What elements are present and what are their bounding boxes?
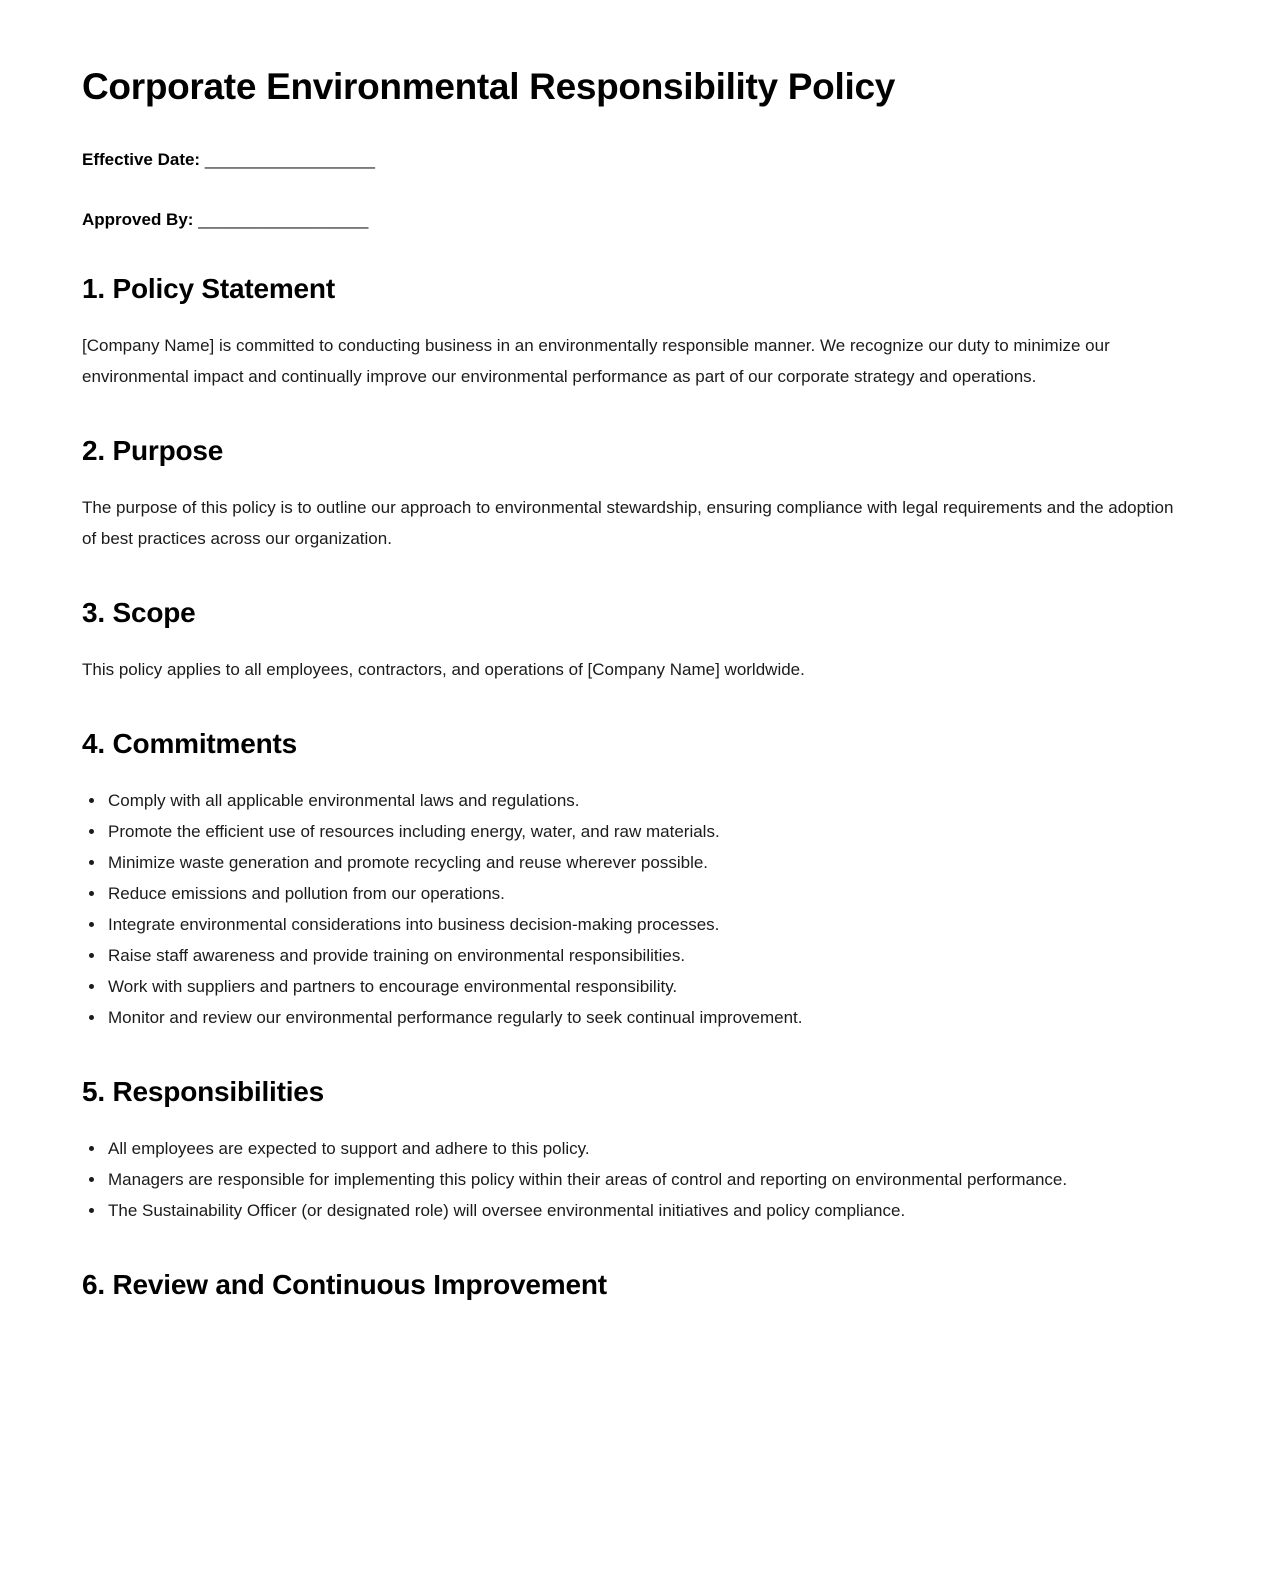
- section-heading-policy-statement: 1. Policy Statement: [82, 273, 335, 305]
- effective-date-field: [82, 150, 1179, 170]
- approved-by-label: Approved By:: [82, 210, 194, 230]
- section-heading-review-improvement: 6. Review and Continuous Improvement: [82, 1269, 607, 1301]
- bullet-item: • Managers are responsible for implementing this policy within their areas of control and reporting on environmental performance.: [106, 1164, 1179, 1195]
- section-scope: [82, 596, 1179, 685]
- approved-by-blank-line: __________________: [193, 210, 369, 230]
- bullet-item: • The Sustainability Officer (or designated role) will oversee environmental initiatives and policy compliance.: [106, 1195, 1179, 1226]
- section-heading-responsibilities: 5. Responsibilities: [82, 1076, 325, 1108]
- bullet-item: • Promote the efficient use of resources including energy, water, and raw materials.: [106, 816, 1179, 847]
- document-title: Corporate Environmental Responsibility Policy: [82, 66, 896, 107]
- section-heading-purpose: 2. Purpose: [82, 435, 224, 467]
- bullet-item: • Reduce emissions and pollution from our operations.: [106, 878, 1179, 909]
- section-heading-commitments: 4. Commitments: [82, 728, 298, 760]
- section-responsibilities: [82, 1075, 1179, 1226]
- section-paragraph-scope: This policy applies to all employees, contractors, and operations of [Company Name] worldwide.: [82, 660, 805, 680]
- bullet-item: • Monitor and review our environmental performance regularly to seek continual improvement.: [106, 1002, 1179, 1033]
- section-heading-scope: 3. Scope: [82, 597, 196, 629]
- bullet-item: • All employees are expected to support and adhere to this policy.: [106, 1133, 1179, 1164]
- bullet-item: • Comply with all applicable environmental laws and regulations.: [106, 785, 1179, 816]
- bullet-item: • Minimize waste generation and promote recycling and reuse wherever possible.: [106, 847, 1179, 878]
- responsibilities-bullet-list: [82, 1133, 1179, 1226]
- effective-date-label: Effective Date:: [82, 150, 201, 170]
- section-paragraph-policy-statement: [Company Name] is committed to conducting business in an environmentally responsible manner. We recognize our duty to minimize our environmental impact and continually improve our environmental performance as part of our corporate strategy and operations.: [82, 336, 1110, 387]
- section-purpose: [82, 434, 1179, 554]
- bullet-item: • Work with suppliers and partners to encourage environmental responsibility.: [106, 971, 1179, 1002]
- section-policy-statement: [82, 272, 1179, 392]
- section-paragraph-purpose: The purpose of this policy is to outline our approach to environmental stewardship, ensuring compliance with legal requirements and the adoption of best practices across our organization.: [82, 498, 1174, 549]
- bullet-item: • Raise staff awareness and provide training on environmental responsibilities.: [106, 940, 1179, 971]
- section-commitments: [82, 727, 1179, 1033]
- approved-by-field: [82, 210, 1179, 230]
- effective-date-blank-line: __________________: [200, 150, 376, 170]
- section-review-improvement: [82, 1268, 1179, 1302]
- commitments-bullet-list: [82, 785, 1179, 1033]
- bullet-item: • Integrate environmental considerations into business decision-making processes.: [106, 909, 1179, 940]
